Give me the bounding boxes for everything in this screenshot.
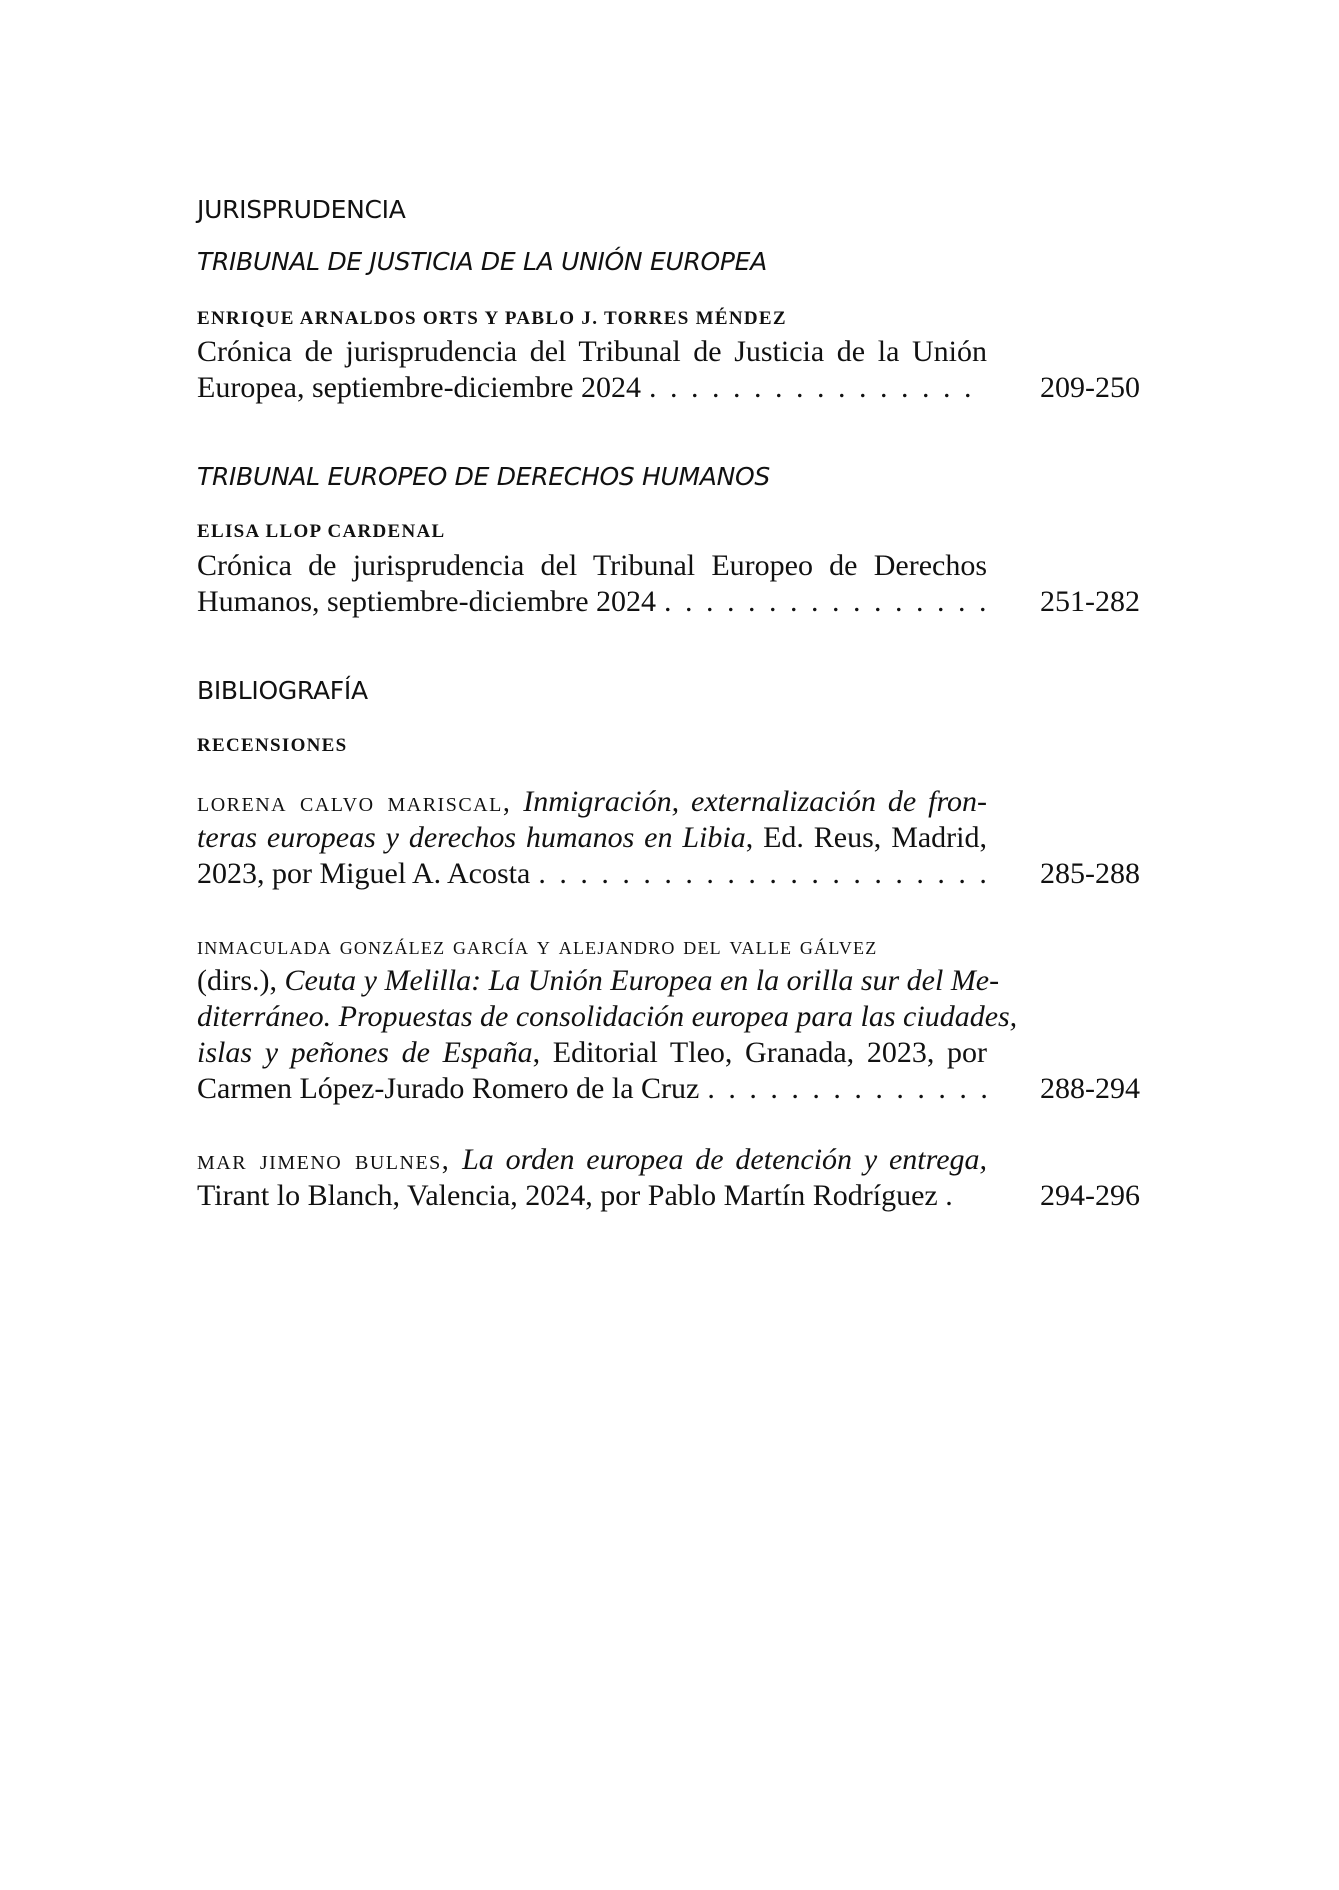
review-2-line-1 [197, 927, 877, 964]
entry-2-title-line-1: Crónica de jurisprudencia del Tribunal Europeo de Derechos [197, 549, 987, 582]
subsection-title-tedh: TRIBUNAL EUROPEO DE DERECHOS HUMANOS [197, 462, 770, 491]
leader-dots [649, 370, 987, 406]
section-title-bibliografia: BIBLIOGRAFÍA [197, 676, 368, 705]
review-1-pages: 285-288 [1040, 857, 1140, 890]
entry-2-authors: ELISA LLOP CARDENAL [197, 521, 446, 542]
review-2-publisher: , Editorial Tleo, Granada, 2023, por [532, 1036, 987, 1069]
review-2-line-3 [197, 999, 1018, 1035]
review-2-authors: inmaculada gonzález garcía y alejandro del valle gálvez [197, 931, 878, 960]
leader-dots [664, 584, 987, 620]
review-1-line-3-text: 2023, por Miguel A. Acosta [197, 857, 531, 890]
review-3-line-2: Tirant lo Blanch, Valencia, 2024, por Pablo Martín Rodríguez . [197, 1179, 953, 1212]
review-2-pages: 288-294 [1040, 1072, 1140, 1105]
review-2-line-5 [197, 1071, 987, 1107]
entry-1-pages: 209-250 [1040, 371, 1140, 404]
review-1-line-2 [197, 820, 987, 856]
review-3-author: mar jimeno bulnes, [197, 1145, 451, 1176]
review-2-title-part-2: diterráneo. Propuestas de consolidación europea para las ciudades, [197, 1000, 1018, 1033]
review-1-title-part-2: teras europeas y derechos humanos en Libia [197, 821, 746, 854]
subsection-title-recensiones: RECENSIONES [197, 735, 348, 756]
review-1-line-3 [197, 856, 987, 892]
entry-2-pages: 251-282 [1040, 585, 1140, 618]
review-2-title-part-1: Ceuta y Melilla: La Unión Europea en la orilla sur del Me- [284, 964, 1000, 997]
review-2-line-5-text: Carmen López-Jurado Romero de la Cruz [197, 1072, 700, 1105]
review-1-author: lorena calvo mariscal, [197, 787, 512, 818]
entry-1-authors: ENRIQUE ARNALDOS ORTS Y PABLO J. TORRES MÉNDEZ [197, 308, 787, 329]
review-3-line-1 [197, 1142, 987, 1179]
entry-2-title-line-2 [197, 584, 987, 620]
entry-2-title-line-2-text: Humanos, septiembre-diciembre 2024 [197, 585, 657, 618]
subsection-title-tjue: TRIBUNAL DE JUSTICIA DE LA UNIÓN EUROPEA [197, 247, 767, 276]
review-2-line-4 [197, 1035, 987, 1071]
review-1-line-1 [197, 784, 987, 821]
review-2-dirs: (dirs.), [197, 964, 277, 997]
review-3-title: La orden europea de detención y entrega, [462, 1143, 988, 1176]
review-1-publisher: , Ed. Reus, Madrid, [745, 821, 988, 854]
entry-1-title-line-1: Crónica de jurisprudencia del Tribunal de Justicia de la Unión [197, 335, 987, 368]
leader-dots [538, 856, 987, 892]
review-2-line-2 [197, 963, 1000, 999]
review-2-title-part-3: islas y peñones de España [197, 1036, 533, 1069]
entry-1-title-line-2 [197, 370, 987, 406]
leader-dots [707, 1071, 987, 1107]
entry-1-title-line-2-text: Europea, septiembre-diciembre 2024 [197, 371, 641, 404]
section-title-jurisprudencia: JURISPRUDENCIA [197, 195, 406, 224]
review-3-pages: 294-296 [1040, 1179, 1140, 1212]
review-1-title-part-1: Inmigración, externalización de fron- [523, 785, 987, 818]
